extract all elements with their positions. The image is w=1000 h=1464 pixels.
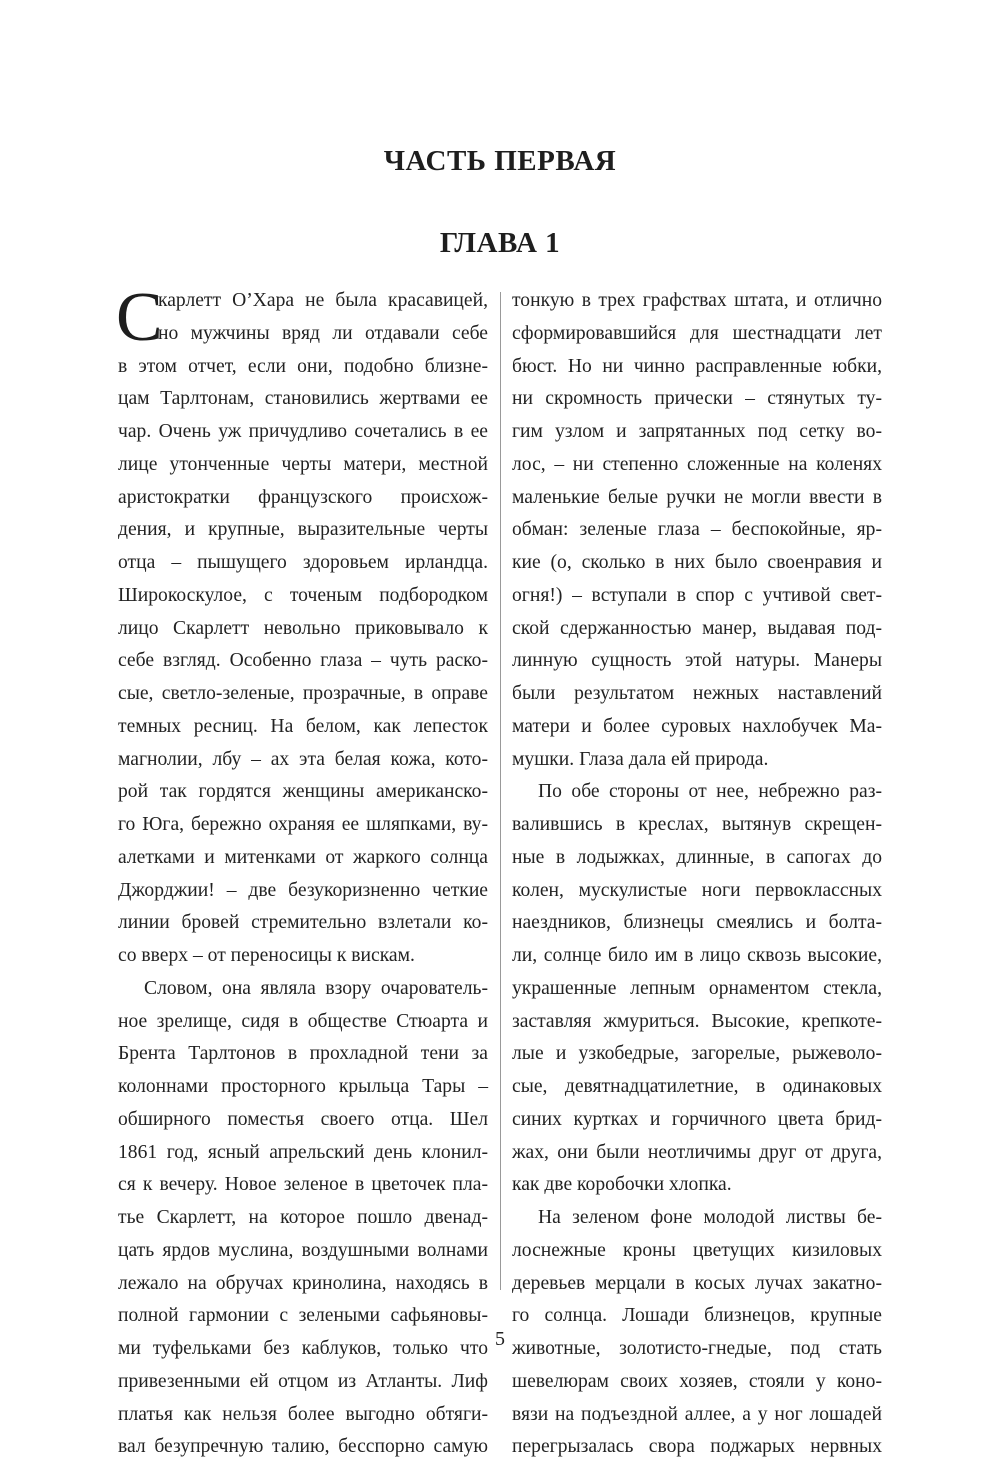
text-line: но мужчины вряд ли отдавали себе <box>158 322 488 344</box>
text-line: ное зрелище, сидя в обществе Стюарта и <box>118 1010 488 1032</box>
text-line: огня!) – вступали в спор с учтивой свет- <box>512 584 882 606</box>
text-line: валившись в креслах, вытянув скрещен- <box>512 814 882 835</box>
text-column-right <box>512 285 882 1464</box>
text-line: платья как нельзя более выгодно обтяги- <box>118 1403 488 1425</box>
text-line: перегрызалась свора поджарых нервных <box>512 1436 882 1458</box>
text-line: го Юга, бережно охраняя ее шляпками, ву- <box>118 814 488 835</box>
text-line: в этом отчет, если они, подобно близне- <box>118 355 488 377</box>
text-line: дения, и крупные, выразительные черты <box>118 519 488 541</box>
text-column-left <box>116 279 488 1464</box>
text-line: ные в лодыжках, длинные, в сапогах до <box>512 846 882 868</box>
text-line: алетками и митенками от жаркого солнца <box>118 846 488 868</box>
text-line: 1861 год, ясный апрельский день клонил- <box>118 1141 488 1163</box>
drop-cap: С <box>116 279 163 356</box>
text-line: цам Тарлтонам, становились жертвами ее <box>118 388 488 410</box>
text-line: вал безупречную талию, бесспорно самую <box>118 1436 488 1458</box>
text-line: полной гармонии с зелеными сафьяновы- <box>118 1305 488 1327</box>
text-line: сформировавшийся для шестнадцати лет <box>512 322 882 344</box>
text-line: сые, светло-зеленые, прозрачные, в оправе <box>118 683 488 704</box>
text-line: бюст. Но ни чинно расправленные юбки, <box>512 355 882 377</box>
text-line: синих куртках и горчичного цвета брид- <box>512 1108 882 1130</box>
column-divider <box>500 292 501 1290</box>
text-line: ми туфельками без каблуков, только что <box>118 1338 488 1359</box>
text-line: Словом, она являла взору очарователь- <box>144 977 488 999</box>
text-line: сые, девятнадцатилетние, в одинаковых <box>512 1076 882 1097</box>
text-line: со вверх – от переносицы к вискам. <box>118 945 415 966</box>
text-line: тье Скарлетт, на которое пошло двенад- <box>118 1207 488 1228</box>
text-line: ся к вечеру. Новое зеленое в цветочек пла- <box>118 1174 488 1196</box>
text-line: украшенные лепным орнаментом стекла, <box>512 977 882 999</box>
text-line: Широкоскулое, с точеным подбородком <box>118 584 488 606</box>
text-line: лые и узкобедрые, загорелые, рыжеволо- <box>512 1043 882 1065</box>
text-line: ской сдержанностью манер, выдавая под- <box>512 617 882 639</box>
text-line: маленькие белые ручки не могли ввести в <box>512 486 882 508</box>
text-line: себе взгляд. Особенно глаза – чуть раско- <box>118 650 488 672</box>
text-line: линии бровей стремительно взлетали ко- <box>118 912 488 934</box>
text-line: как две коробочки хлопка. <box>512 1174 732 1196</box>
part-title: ЧАСТЬ ПЕРВАЯ <box>383 145 617 177</box>
text-line: цать ярдов муслина, воздушными волнами <box>118 1239 488 1261</box>
text-line: кие (о, сколько в них было своенравия и <box>512 552 882 573</box>
text-line: отца – пышущего здоровьем ирландца. <box>118 552 488 573</box>
text-line: колен, мускулистые ноги первоклассных <box>512 879 882 901</box>
text-line: обман: зеленые глаза – беспокойные, яр- <box>512 519 882 541</box>
text-line: жах, они были неотличимы друг от друга, <box>512 1141 882 1163</box>
text-line: лоснежные кроны цветущих кизиловых <box>512 1239 882 1261</box>
text-line: Брента Тарлтонов в прохладной тени за <box>118 1043 488 1065</box>
text-line: го солнца. Лошади близнецов, крупные <box>512 1305 882 1327</box>
text-line: шевелюрам своих хозяев, стояли у коно- <box>512 1370 882 1392</box>
text-line: лос, – ни степенно сложенные на коленях <box>512 453 882 475</box>
text-line: лице утонченные черты матери, местной <box>118 453 488 475</box>
chapter-title: ГЛАВА 1 <box>439 227 561 259</box>
text-line: тонкую в трех графствах штата, и отлично <box>512 290 882 311</box>
text-line: заставляя жмуриться. Высокие, крепкоте- <box>512 1010 882 1032</box>
text-line: наездников, близнецы смеялись и болта- <box>512 912 882 934</box>
text-line: привезенными ей отцом из Атланты. Лиф <box>118 1370 488 1392</box>
text-line: По обе стороны от нее, небрежно раз- <box>538 781 882 803</box>
text-line: мушки. Глаза дала ей природа. <box>512 748 769 770</box>
text-line: На зеленом фоне молодой листвы бе- <box>538 1207 882 1228</box>
text-line: были результатом нежных наставлений <box>512 683 882 704</box>
text-line: деревьев мерцали в косых лучах закатно- <box>512 1272 882 1294</box>
text-line: Джорджии! – две безукоризненно четкие <box>118 879 488 901</box>
text-line: лежало на обручах кринолина, находясь в <box>118 1272 488 1294</box>
text-line: аристократки французского происхож- <box>118 486 488 508</box>
text-line: рой так гордятся женщины американско- <box>118 781 488 803</box>
text-line: лицо Скарлетт невольно приковывало к <box>118 617 488 639</box>
page-number: 5 <box>495 1328 505 1350</box>
text-line: магнолии, лбу – ах эта белая кожа, кото- <box>118 748 488 770</box>
text-line: животные, золотисто-гнедые, под стать <box>512 1338 882 1359</box>
text-line: гим узлом и запрятанных под сетку во- <box>512 421 882 442</box>
text-line: карлетт О’Хара не была красавицей, <box>158 290 488 311</box>
text-line: линную сущность этой натуры. Манеры <box>512 650 882 672</box>
text-line: ли, солнце било им в лицо сквозь высокие, <box>512 945 882 966</box>
text-line: матери и более суровых нахлобучек Ма- <box>512 715 882 737</box>
text-line: колоннами просторного крыльца Тары – <box>118 1076 488 1097</box>
text-line: вязи на подъездной аллее, а у ног лошадей <box>512 1403 882 1425</box>
text-line: ни скромность прически – стянутых ту- <box>512 388 882 410</box>
text-line: чар. Очень уж причудливо сочетались в ее <box>118 421 488 442</box>
text-line: темных ресниц. На белом, как лепесток <box>118 715 488 737</box>
text-line: обширного поместья своего отца. Шел <box>118 1108 488 1130</box>
